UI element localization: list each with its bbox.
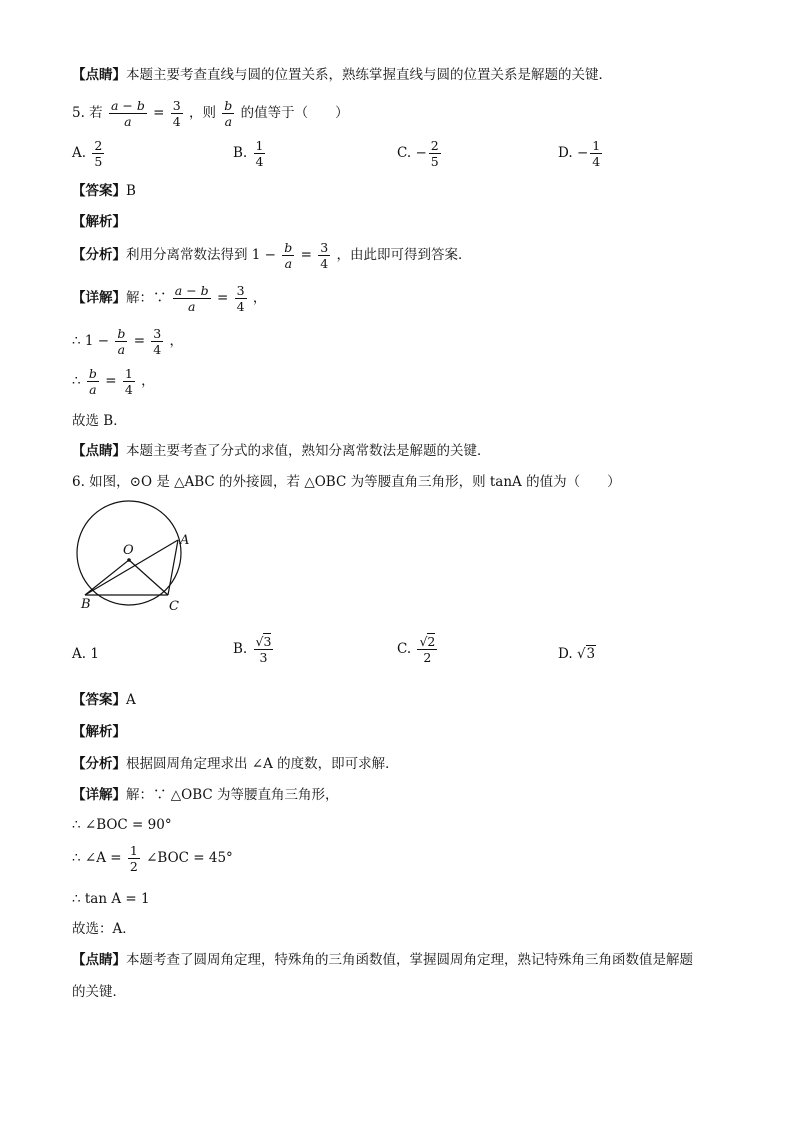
option-label: B. [233,145,248,161]
frac-num: b [284,240,293,255]
sqrt-icon: √ [255,634,264,649]
option-sign: − [576,145,589,161]
option-text: 1 [90,646,99,662]
jiexi-tag: 【解析】 [72,214,126,230]
frac-num: 3 [153,326,162,341]
frac-num [417,634,437,650]
q6-step1 [72,815,172,835]
dianjing-text: 本题考查了圆周角定理，特殊角的三角函数值，掌握圆周角定理，熟记特殊角三角函数值是解题 [126,952,693,968]
frac-den: 5 [430,154,439,169]
fenxi-tag: 【分析】 [72,756,126,772]
radicand: 3 [263,634,272,649]
q5-detail [72,283,266,314]
label-a: A [180,533,190,548]
frac-den: 4 [172,114,181,129]
frac-num: 1 [255,138,264,153]
fenxi-one: 1 − [251,247,276,263]
q6-step3 [72,889,150,909]
q5-stem [72,98,349,129]
answer-tag: 【答案】 [72,692,126,708]
fenxi-frac-ba [282,240,294,271]
q6-step2 [72,842,233,874]
q6-answer [72,690,136,710]
frac-den: 4 [255,154,264,169]
dianjing-tag: 【点睛】 [72,67,126,83]
q6-option-a[interactable] [72,644,99,664]
q5-dianjing [72,441,491,461]
option-sign: − [415,145,427,161]
answer-value: A [126,692,136,708]
eq-sign: = [216,290,229,306]
label-b: B [81,597,91,612]
frac-den: a [224,114,233,129]
xiangjie-tag: 【详解】 [72,290,126,306]
dianjing-tag: 【点睛】 [72,443,126,459]
q6-fenxi [72,754,399,774]
q5-frac-34 [171,98,183,129]
dianjing-text: 本题主要考查了分式的求值，熟知分离常数法是解题的关键． [126,443,491,459]
step-frac-ba [115,326,127,357]
q5-step2 [72,366,155,397]
q5-mid: ，则 [189,105,216,121]
q6-stem [72,472,621,492]
option-frac [590,138,602,169]
choose-text: 故选 B． [72,413,127,429]
option-label: B. [233,641,248,657]
frac-num: 2 [430,138,439,153]
dianjing-text: 的关键． [72,984,126,1000]
q5-frac-ab [109,98,147,129]
fenxi-tag: 【分析】 [72,247,126,263]
eq-sign: = [133,333,145,349]
frac-den: 5 [94,154,103,169]
detail-frac-ab [173,283,211,314]
frac-num: 1 [592,138,601,153]
frac-den: 4 [320,256,329,271]
frac-num: b [117,326,126,341]
option-frac [92,138,104,169]
option-label: A. [72,646,87,662]
frac-den: a [117,342,126,357]
option-frac [254,634,274,665]
step-frac-12 [128,843,140,874]
step-post: ∠BOC = 45° [146,850,233,866]
frac-num: b [88,366,97,381]
option-label: D. [558,646,573,662]
q5-fenxi [72,240,471,271]
step-frac-34 [151,326,163,357]
frac-num [254,634,274,650]
fenxi-post: ，由此即可得到答案． [336,247,472,263]
segment-ac [168,540,178,595]
step-text: ∴ tan A = 1 [72,891,150,907]
frac-num: 3 [236,283,245,298]
q5-choose [72,411,127,431]
radicand: 3 [586,646,596,662]
step-pre: ∴ ∠A = [72,850,122,866]
step-frac-ba [87,366,99,397]
option-frac [429,138,441,169]
eq-sign: = [300,247,312,263]
q5-frac-ba [222,98,234,129]
q5-option-d[interactable] [558,138,604,169]
frac-num: 3 [320,240,329,255]
q6-option-d[interactable] [558,644,596,664]
eq-sign: = [105,373,117,389]
comma: ， [252,290,267,306]
frac-den: 2 [423,650,432,665]
q6-option-b[interactable] [233,634,275,665]
step-frac-14 [123,366,135,397]
dianjing-text: 本题主要考查直线与圆的位置关系，熟练掌握直线与圆的位置关系是解题的关键． [126,67,612,83]
dianjing-tag: 【点睛】 [72,952,126,968]
step-pre: ∴ [72,373,81,389]
q5-option-a[interactable] [72,138,106,169]
comma: ， [169,333,184,349]
jiexi-tag: 【解析】 [72,724,126,740]
option-label: C. [397,641,412,657]
option-frac [417,634,437,665]
frac-den: 4 [592,154,601,169]
q5-answer [72,181,136,201]
step-pre: ∴ 1 − [72,333,110,349]
frac-den: a [284,256,293,271]
option-frac [254,138,266,169]
fenxi-frac-34 [318,240,330,271]
frac-num: a − b [174,283,209,298]
frac-den: 2 [129,859,138,874]
answer-tag: 【答案】 [72,183,126,199]
option-label: A. [72,145,87,161]
option-label: C. [397,145,412,161]
detail-frac-34 [235,283,247,314]
q5-number: 5. 若 [72,105,103,121]
sqrt-icon: √ [419,634,428,649]
q6-dianjing [72,950,693,970]
frac-den: 4 [153,342,162,357]
segment-ob [85,560,129,595]
fenxi-text: 根据圆周角定理求出 ∠A 的度数，即可求解． [126,756,399,772]
xiangjie-tag: 【详解】 [72,787,126,803]
frac-num: 1 [129,843,138,858]
frac-num: 3 [172,98,181,113]
comma: ， [141,373,155,389]
frac-den: a [89,382,97,397]
option-label: D. [558,145,573,161]
answer-value: B [126,183,136,199]
q6-choose [72,919,136,939]
frac-den: 4 [236,299,245,314]
label-o: O [123,543,134,558]
frac-num: b [224,98,233,113]
q5-option-c[interactable] [397,138,443,169]
center-dot [127,558,131,562]
q6-jiexi [72,722,126,742]
q5-jiexi [72,212,126,232]
q6-detail [72,785,339,805]
frac-den: a [188,299,196,314]
frac-den: a [124,114,132,129]
detail-text: 解：∵ △OBC 为等腰直角三角形， [126,787,339,803]
prev-dianjing [72,65,612,85]
label-c: C [169,599,179,614]
q6-figure [72,500,202,620]
frac-den: 4 [124,382,133,397]
frac-num: 1 [124,366,133,381]
q5-tail: 的值等于（ ） [240,105,349,121]
radicand: 2 [427,634,436,649]
q6-option-c[interactable] [397,634,439,665]
option-sqrt [577,644,596,664]
q6-stem-text: 6. 如图，⊙O 是 △ABC 的外接圆，若 △OBC 为等腰直角三角形，则 tanA 的值为（ ） [72,474,621,490]
fenxi-text: 利用分离常数法得到 [126,247,248,263]
q5-step1 [72,326,183,357]
frac-den: 3 [259,650,268,665]
choose-text: 故选：A． [72,921,136,937]
frac-num: 2 [94,138,103,153]
detail-pre: 解：∵ [126,290,167,306]
q6-dianjing-cont [72,982,126,1002]
sqrt-icon: √ [576,646,586,662]
frac-num: a − b [110,98,145,113]
q5-option-b[interactable] [233,138,267,169]
step-text: ∴ ∠BOC = 90° [72,817,172,833]
eq-sign: = [153,105,165,121]
